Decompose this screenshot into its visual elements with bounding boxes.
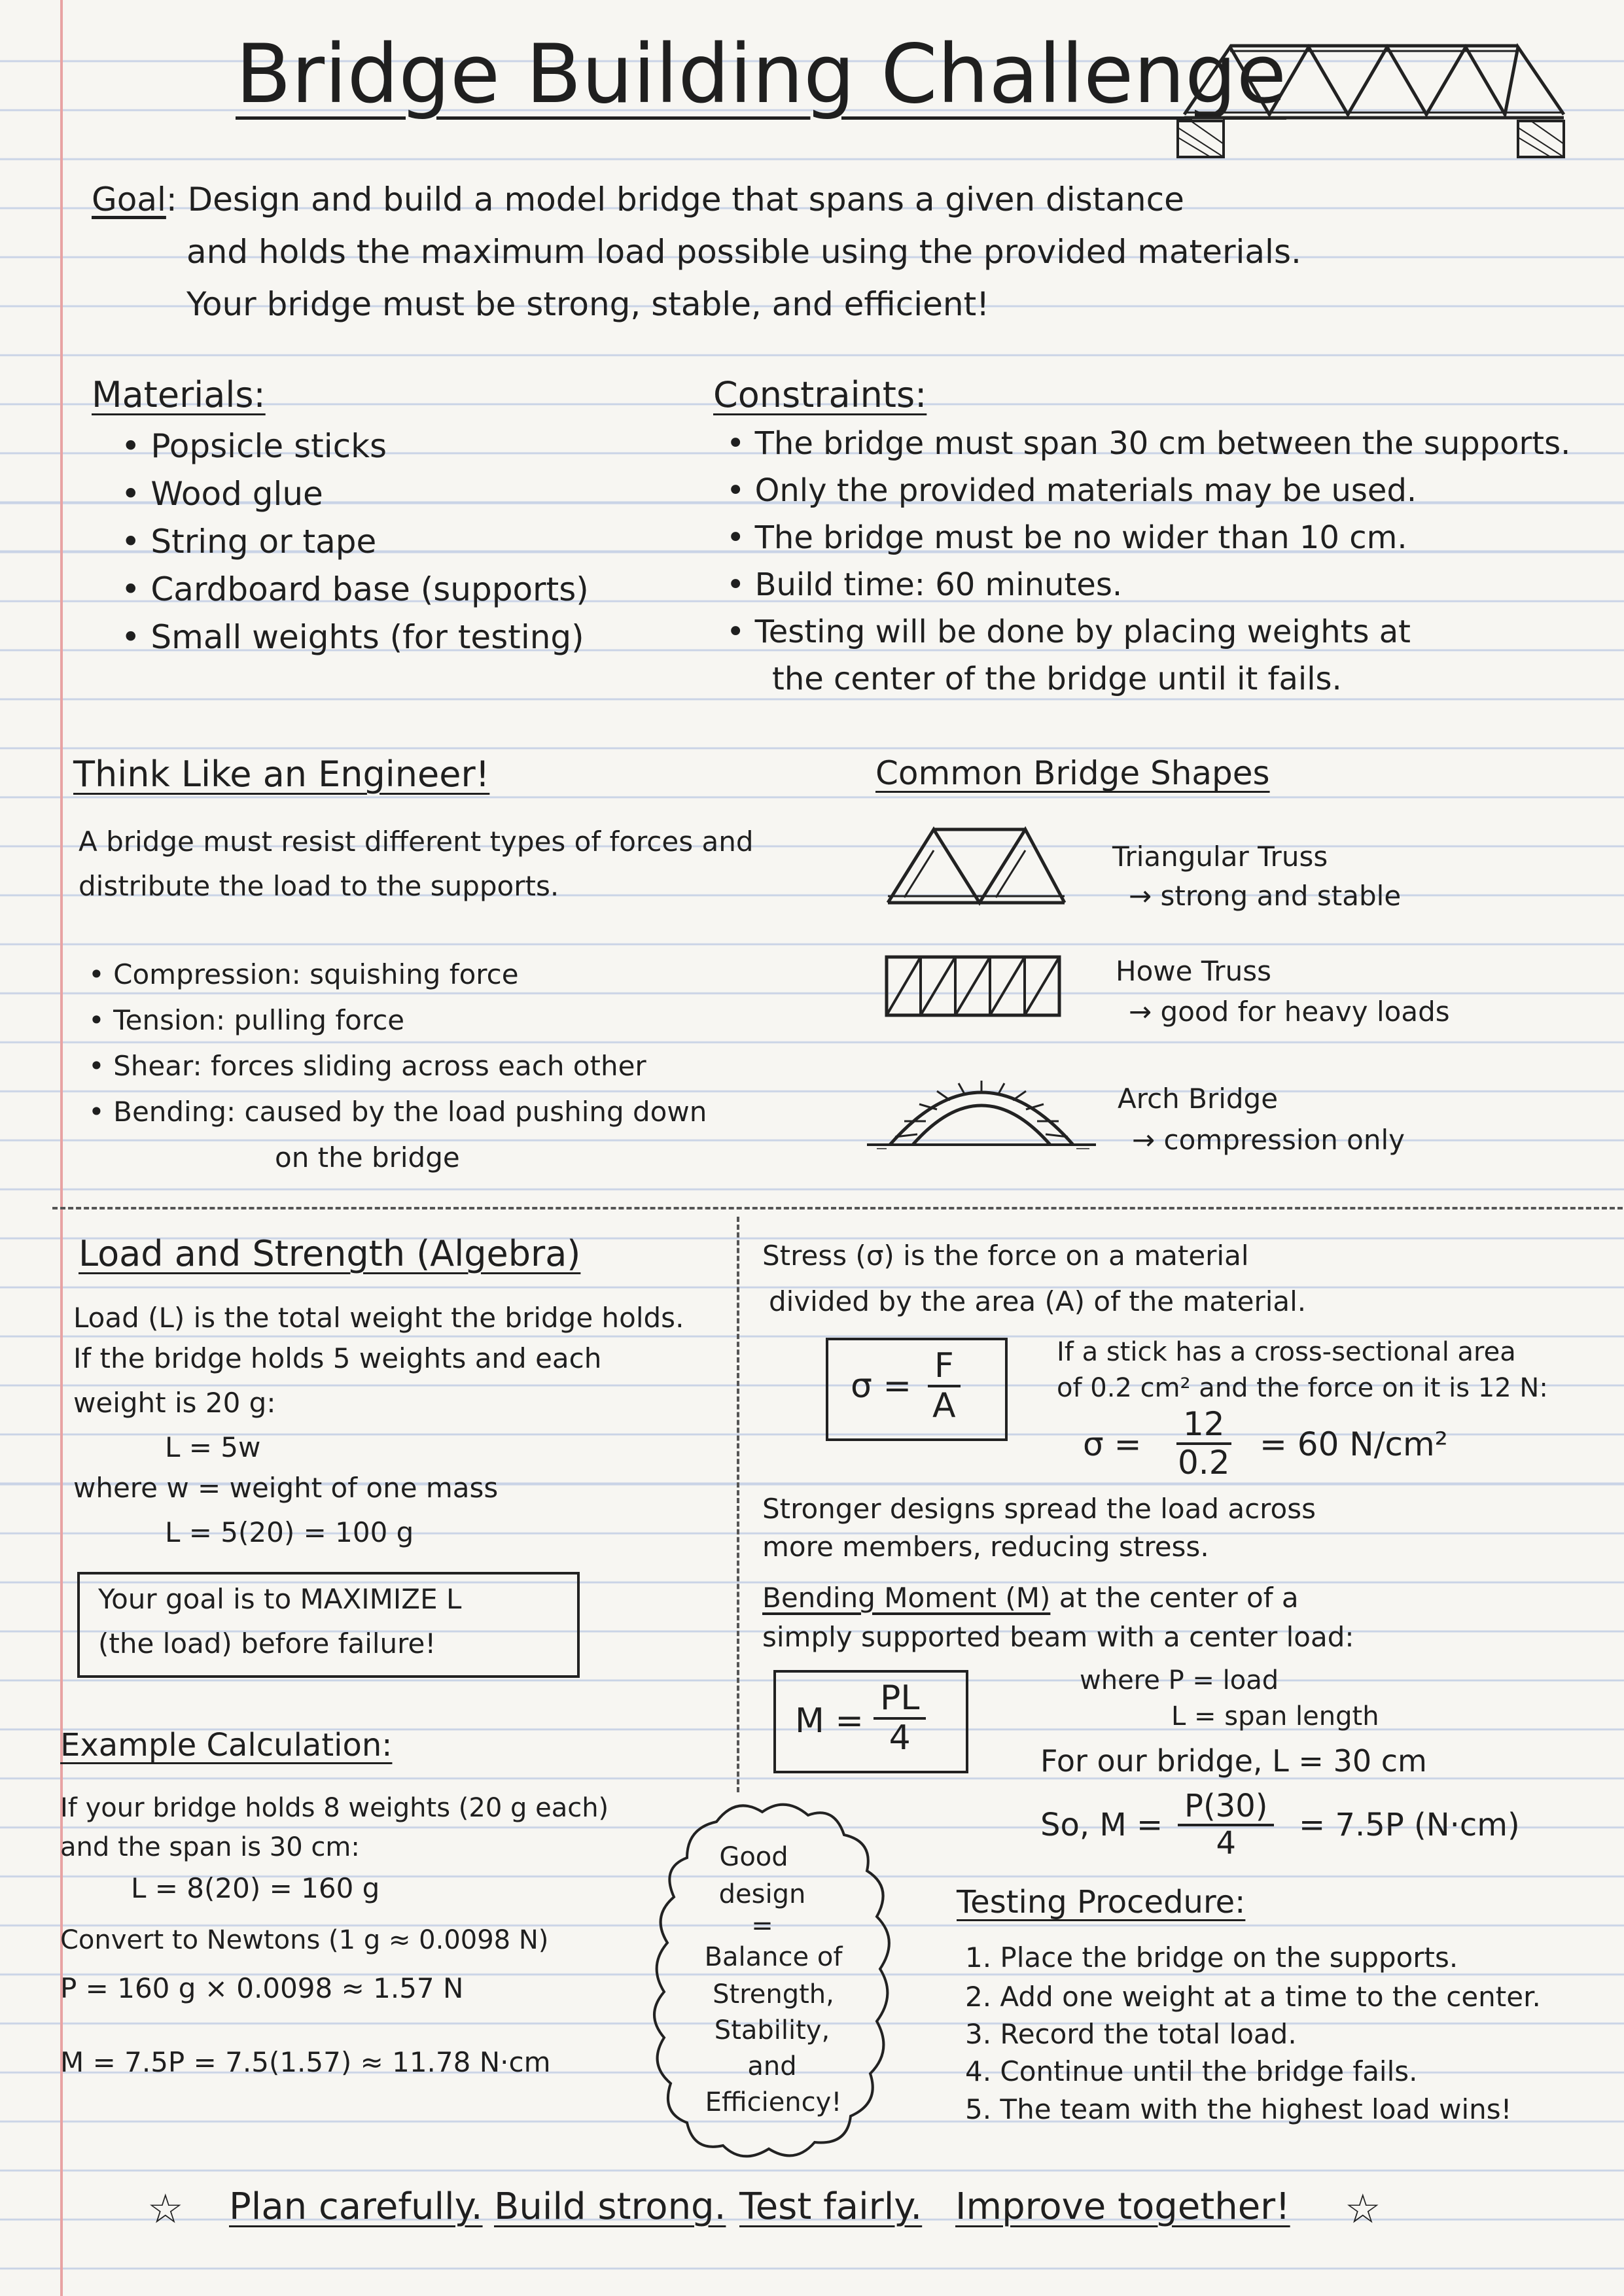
stress-line: divided by the area (A) of the material. (769, 1285, 1307, 1317)
star-icon-left: ☆ (147, 2185, 184, 2233)
goal-label: Goal (92, 181, 166, 218)
shape-name-triangular-truss: Triangular Truss (1112, 841, 1328, 873)
howe-truss-icon (885, 955, 1061, 1017)
shape-note-triangular-truss: → strong and stable (1129, 880, 1402, 912)
moment-bridge-line: For our bridge, L = 30 cm (1040, 1743, 1427, 1779)
load-line: weight is 20 g: (73, 1387, 276, 1419)
example-equation: L = 8(20) = 160 g (131, 1872, 380, 1904)
shape-note-howe-truss: → good for heavy loads (1129, 996, 1450, 1028)
force-item-continued: on the bridge (275, 1141, 460, 1174)
star-icon-right: ☆ (1345, 2185, 1381, 2233)
shape-note-arch-bridge: → compression only (1132, 1124, 1405, 1156)
testing-step: 5. The team with the highest load wins! (965, 2093, 1512, 2125)
constraint-item: The bridge must be no wider than 10 cm. (754, 519, 1407, 556)
force-item: Tension: pulling force (113, 1004, 405, 1036)
testing-step: 2. Add one weight at a time to the center. (965, 1981, 1541, 2013)
example-equation: P = 160 g × 0.0098 ≈ 1.57 N (60, 1972, 464, 2004)
example-line: Convert to Newtons (1 g ≈ 0.0098 N) (60, 1925, 549, 1955)
shape-name-arch-bridge: Arch Bridge (1118, 1083, 1279, 1115)
engineer-heading: Think Like an Engineer! (73, 754, 490, 795)
cloud-text-line: Balance of (704, 1942, 843, 1972)
constraint-item: Only the provided materials may be used. (754, 472, 1417, 509)
footer-phrase-build: Build strong. (494, 2185, 726, 2228)
materials-heading: Materials: (92, 374, 266, 415)
force-item: Shear: forces sliding across each other (113, 1050, 646, 1082)
moment-line: simply supported beam with a center load: (762, 1621, 1354, 1653)
stress-line: Stress (σ) is the force on a material (762, 1240, 1249, 1272)
cloud-text-line: Stability, (714, 2015, 830, 2045)
material-item: Wood glue (150, 475, 323, 513)
material-item: Popsicle sticks (150, 427, 387, 465)
stress-note-line: more members, reducing stress. (762, 1531, 1209, 1563)
constraint-item: Build time: 60 minutes. (754, 566, 1123, 603)
footer-phrase-improve: Improve together! (955, 2185, 1290, 2228)
force-item: Compression: squishing force (113, 958, 519, 990)
goal-line-2: and holds the maximum load possible using the provided materials. (186, 233, 1301, 271)
load-line: Load (L) is the total weight the bridge holds. (73, 1302, 684, 1334)
fraction-numerator: P(30) (1178, 1789, 1274, 1826)
moment-calc-rhs: = 7.5P (N·cm) (1299, 1807, 1520, 1843)
constraint-item-continued: the center of the bridge until it fails. (772, 661, 1342, 697)
fraction-denominator: 4 (889, 1718, 911, 1758)
shape-name-howe-truss: Howe Truss (1116, 955, 1271, 987)
footer-phrase-test: Test fairly. (739, 2185, 923, 2228)
stress-calc-rhs: = 60 N/cm² (1260, 1425, 1448, 1463)
cloud-text-line: Efficiency! (705, 2087, 842, 2117)
example-line: and the span is 30 cm: (60, 1832, 360, 1862)
cloud-text-line: design (718, 1879, 806, 1909)
goal-callout-line: Your goal is to MAXIMIZE L (98, 1583, 462, 1615)
testing-step: 3. Record the total load. (965, 2018, 1297, 2050)
goal-line-3: Your bridge must be strong, stable, and efficient! (186, 285, 990, 323)
testing-heading: Testing Procedure: (957, 1884, 1246, 1921)
testing-step: 1. Place the bridge on the supports. (965, 1941, 1458, 1974)
page-title: Bridge Building Challenge (236, 27, 1287, 122)
constraint-item: The bridge must span 30 cm between the supports. (754, 425, 1571, 462)
truss-bridge-illustration (1171, 39, 1577, 164)
material-item: String or tape (150, 523, 377, 561)
footer-phrase-plan: Plan carefully. (229, 2185, 483, 2228)
load-line: where w = weight of one mass (73, 1472, 499, 1504)
stress-example-line: If a stick has a cross-sectional area (1057, 1337, 1516, 1367)
moment-where-line: L = span length (1171, 1701, 1379, 1731)
stress-calc-fraction (1171, 1406, 1237, 1481)
stress-formula-lhs: σ = (851, 1366, 912, 1406)
triangular-truss-icon (885, 824, 1068, 906)
force-item: Bending: caused by the load pushing down (113, 1096, 707, 1128)
fraction-numerator: F (928, 1348, 961, 1387)
stress-example-line: of 0.2 cm² and the force on it is 12 N: (1057, 1373, 1548, 1403)
arch-bridge-icon (864, 1053, 1099, 1151)
moment-formula-lhs: M = (795, 1701, 864, 1741)
load-equation: L = 5w (165, 1431, 261, 1463)
load-equation: L = 5(20) = 100 g (165, 1516, 414, 1548)
cloud-text-line: and (747, 2051, 797, 2081)
example-line: If your bridge holds 8 weights (20 g each) (60, 1793, 609, 1823)
moment-formula-fraction (874, 1680, 926, 1757)
testing-step: 4. Continue until the bridge fails. (965, 2055, 1418, 2087)
constraints-heading: Constraints: (713, 374, 927, 415)
material-item: Small weights (for testing) (150, 618, 584, 656)
moment-calc-lhs: So, M = (1040, 1807, 1163, 1843)
material-item: Cardboard base (supports) (150, 570, 589, 608)
load-heading: Load and Strength (Algebra) (79, 1233, 581, 1274)
moment-heading-rest: at the center of a (1050, 1582, 1299, 1614)
fraction-numerator: PL (874, 1680, 926, 1720)
load-line: If the bridge holds 5 weights and each (73, 1342, 602, 1374)
constraint-item: Testing will be done by placing weights at (754, 614, 1411, 650)
section-divider (52, 1207, 1623, 1209)
cloud-text-line: Strength, (713, 1979, 834, 2009)
moment-heading: Bending Moment (M) (762, 1582, 1051, 1614)
goal-line-1: : Design and build a model bridge that spans a given distance (166, 181, 1184, 218)
goal-callout-line: (the load) before failure! (98, 1627, 436, 1660)
example-equation: M = 7.5P = 7.5(1.57) ≈ 11.78 N·cm (60, 2046, 551, 2078)
shapes-heading: Common Bridge Shapes (875, 754, 1270, 792)
fraction-denominator: 0.2 (1178, 1444, 1230, 1482)
fraction-denominator: A (932, 1386, 956, 1426)
engineer-intro-1: A bridge must resist different types of forces and (79, 826, 754, 858)
moment-calc-fraction (1178, 1789, 1274, 1861)
cloud-text-line: Good (719, 1842, 788, 1872)
stress-calc-lhs: σ = (1083, 1425, 1142, 1463)
example-heading: Example Calculation: (60, 1727, 393, 1764)
moment-where-line: where P = load (1080, 1665, 1279, 1696)
fraction-denominator: 4 (1216, 1824, 1237, 1862)
stress-note-line: Stronger designs spread the load across (762, 1493, 1316, 1525)
engineer-intro-2: distribute the load to the supports. (79, 870, 559, 902)
stress-formula-fraction (926, 1348, 962, 1425)
cloud-text-line: = (751, 1911, 773, 1941)
fraction-numerator: 12 (1176, 1406, 1231, 1445)
column-divider (737, 1217, 739, 1792)
